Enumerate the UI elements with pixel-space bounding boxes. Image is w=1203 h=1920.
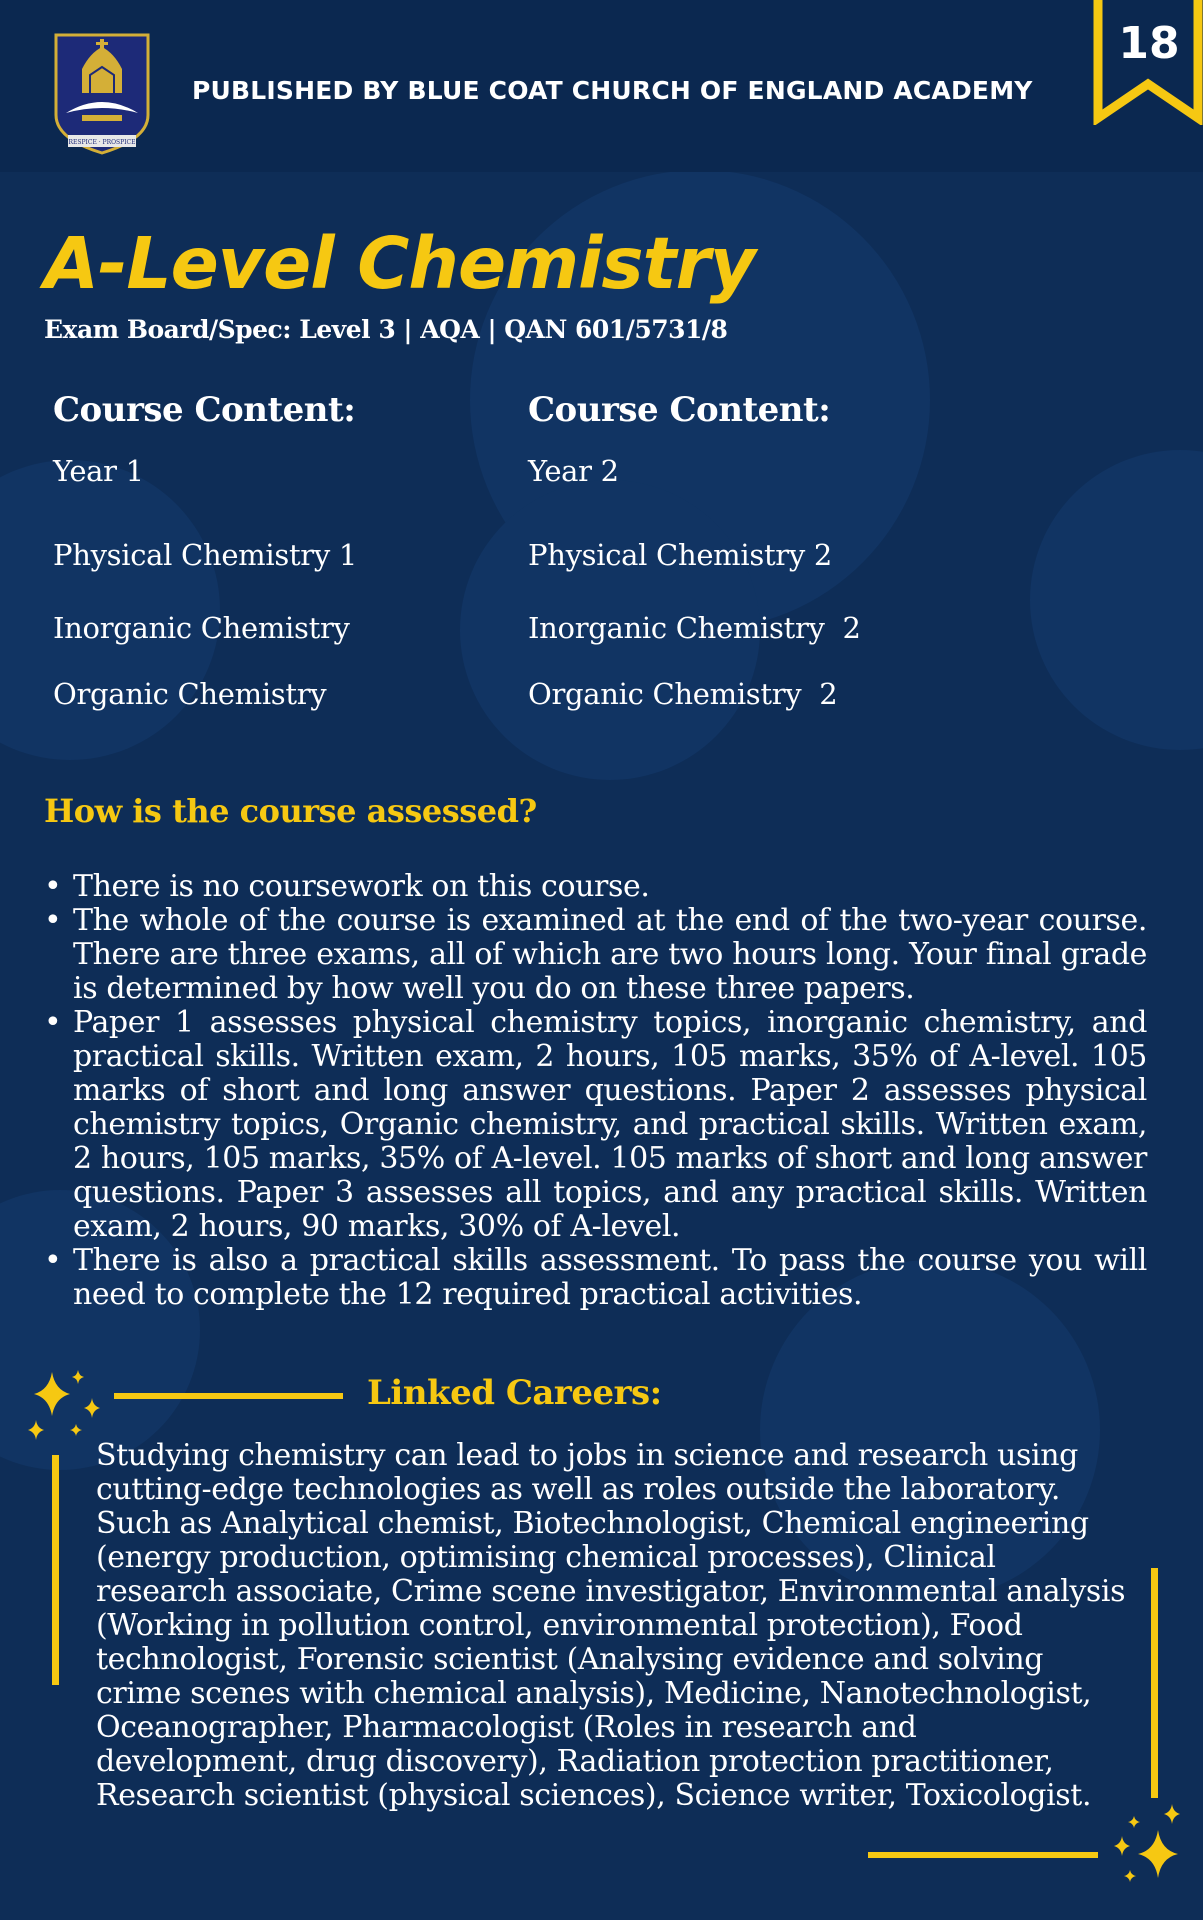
careers-heading: Linked Careers: <box>367 1373 662 1413</box>
sparkle-icon <box>1100 1802 1190 1892</box>
crest-motto: RESPICE · PROSPICE <box>68 139 136 146</box>
course-content-year2 <box>528 390 861 711</box>
course-content-heading: Course Content: <box>528 390 831 430</box>
decorative-line <box>114 1393 343 1399</box>
course-topic: Organic Chemistry 2 <box>528 677 838 711</box>
school-crest-logo <box>52 31 152 157</box>
careers-text: Studying chemistry can lead to jobs in science and research using cutting-edge technologies as well as roles outside the laboratory. Such as Analytical chemist, Biotechnologist, Chemical engineering (energy production, optimising chemical processes), Clinical research associate, Crime scene investigator, Environmental analysis (Working in pollution control, environmental protection), Food technologist, Forensic scientist (Analysing evidence and solving crime scenes with chemical analysis), Medicine, Nanotechnologist, Oceanographer, Pharmacologist (Roles in research and development, drug discovery), Radiation protection practitioner, Research scientist (physical sciences), Science writer, Toxicologist. <box>96 1438 1126 1813</box>
course-topic: Physical Chemistry 1 <box>53 538 358 572</box>
course-topic: Inorganic Chemistry 2 <box>528 611 861 645</box>
sparkle-icon <box>22 1368 112 1448</box>
course-topic: Organic Chemistry <box>53 677 327 711</box>
course-content-year1 <box>53 390 358 711</box>
year-label: Year 2 <box>528 454 619 488</box>
year-label: Year 1 <box>53 454 144 488</box>
background-circle <box>0 460 220 760</box>
page-number: 18 <box>1118 18 1180 69</box>
publisher-line: PUBLISHED BY BLUE COAT CHURCH OF ENGLAND ACADEMY <box>192 76 1033 105</box>
assessment-heading: How is the course assessed? <box>44 792 537 830</box>
list-item: • Paper 1 assesses physical chemistry topics, inorganic chemistry, and practical skills. Written exam, 2 hours, 105 marks, 35% of A-level. 105 marks of short and long answer questions. Paper 2 assesses physical chemistry topics, Organic chemistry, and practical skills. Written exam, 2 hours, 105 marks, 35% of A-level. 105 marks of short and long answer questions. Paper 3 assesses all topics, and any practical skills. Written exam, 2 hours, 90 marks, 30% of A-level. <box>44 1006 1147 1244</box>
decorative-line <box>868 1852 1098 1858</box>
course-topic: Physical Chemistry 2 <box>528 538 833 572</box>
decorative-line <box>1151 1568 1158 1798</box>
exam-spec: Exam Board/Spec: Level 3 | AQA | QAN 601/5731/8 <box>44 315 728 344</box>
list-item: • There is also a practical skills assessment. To pass the course you will need to complete the 12 required practical activities. <box>44 1244 1147 1312</box>
decorative-line <box>52 1455 59 1685</box>
course-content-heading: Course Content: <box>53 390 356 430</box>
list-item: • There is no coursework on this course. <box>44 870 1147 904</box>
page-title: A-Level Chemistry <box>44 222 755 305</box>
background-circle <box>1030 450 1203 750</box>
list-item: • The whole of the course is examined at the end of the two-year course. There are three exams, all of which are two hours long. Your final grade is determined by how well you do on these three papers. <box>44 904 1147 1006</box>
assessment-list <box>44 870 1147 1312</box>
course-topic: Inorganic Chemistry <box>53 611 350 645</box>
